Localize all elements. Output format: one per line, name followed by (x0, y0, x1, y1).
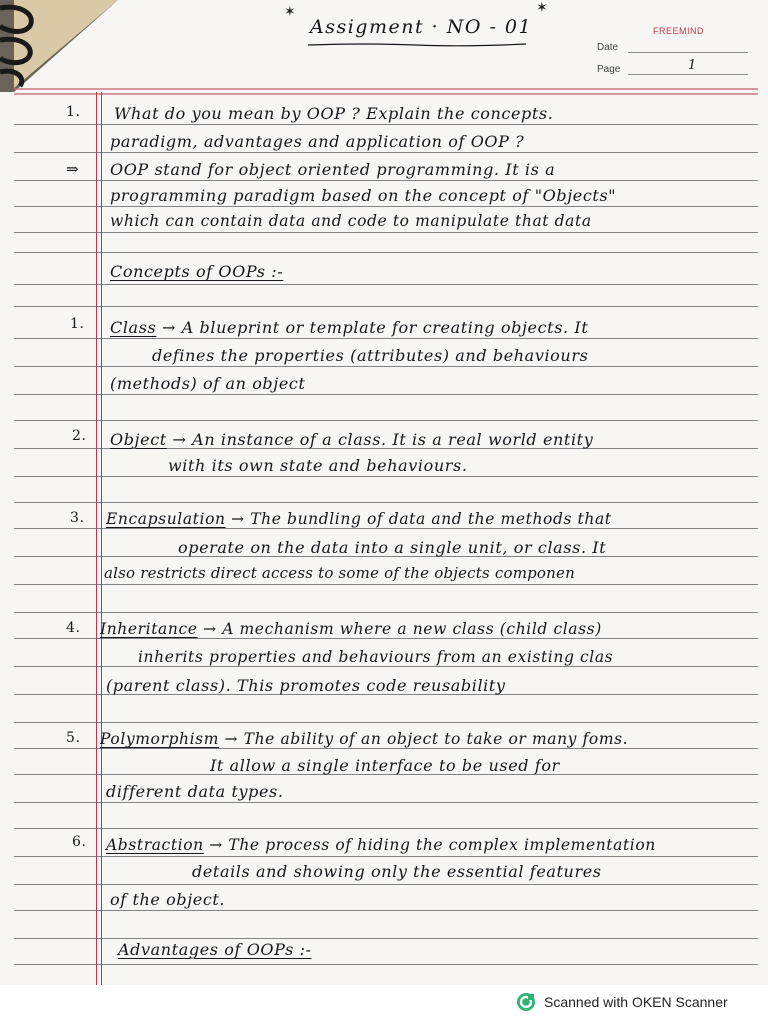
concept-line: inherits properties and behaviours from an existing clas (138, 648, 614, 666)
concept-number: 3. (70, 510, 85, 526)
answer-marker: ⇒ (66, 160, 80, 178)
date-label: Date (597, 42, 619, 53)
concept-abstraction (106, 836, 656, 854)
page-label: Page (597, 64, 621, 75)
concept-line: → A blueprint or template for creating objects. It (162, 318, 589, 337)
concept-line: with its own state and behaviours. (168, 456, 468, 475)
scanner-watermark (516, 990, 728, 1014)
concept-number: 5. (66, 730, 81, 746)
concepts-heading: Concepts of OOPs :- (110, 262, 284, 281)
star-icon: ✶ (284, 4, 296, 20)
spiral-binding-icon (0, 0, 118, 92)
concept-term: Inheritance (100, 620, 198, 638)
scanner-text: Scanned with OKEN Scanner (544, 994, 728, 1010)
concept-term: Class (110, 318, 157, 337)
concept-line: → A mechanism where a new class (child class) (203, 620, 602, 638)
concept-encapsulation (106, 510, 612, 528)
concept-line: details and showing only the essential features (192, 862, 602, 881)
concept-number: 4. (66, 620, 81, 636)
answer-line: which can contain data and code to manipulate that data (110, 212, 592, 230)
concept-line: → The process of hiding the complex implementation (209, 836, 656, 854)
concept-line: of the object. (110, 890, 226, 909)
concept-line: (methods) of an object (110, 374, 306, 393)
advantages-heading: Advantages of OOPs :- (118, 940, 312, 959)
concept-inheritance (100, 620, 602, 638)
concept-line: operate on the data into a single unit, or class. It (178, 538, 607, 557)
answer-line: OOP stand for object oriented programming. It is a (110, 160, 556, 179)
concept-line: different data types. (106, 782, 284, 801)
concept-object (110, 430, 593, 449)
brand-logo: FREEMIND (653, 26, 704, 36)
concept-polymorphism (100, 730, 628, 748)
question-line: What do you mean by OOP ? Explain the concepts. (114, 104, 554, 123)
concept-term: Encapsulation (106, 510, 226, 528)
concept-number: 1. (70, 316, 85, 332)
scanner-logo-icon (516, 992, 536, 1012)
concept-number: 2. (72, 428, 87, 444)
concept-term: Abstraction (106, 836, 204, 854)
concept-line: → The ability of an object to take or many foms. (224, 730, 629, 748)
concept-line: It allow a single interface to be used for (210, 756, 560, 775)
question-line: paradigm, advantages and application of OOP ? (110, 132, 525, 151)
answer-line: programming paradigm based on the concept of "Objects" (110, 186, 617, 205)
concept-line: (parent class). This promotes code reusability (106, 676, 506, 695)
star-icon: ✶ (536, 0, 548, 16)
concept-line: → An instance of a class. It is a real world entity (172, 430, 594, 449)
title-underline (306, 42, 528, 48)
concept-term: Polymorphism (100, 730, 219, 748)
concept-line: defines the properties (attributes) and behaviours (152, 346, 589, 365)
concept-number: 6. (72, 834, 87, 850)
concept-term: Object (110, 430, 167, 449)
page-title: Assigment · NO - 01 (310, 16, 533, 38)
concept-line: → The bundling of data and the methods that (231, 510, 612, 528)
page-number: 1 (688, 58, 697, 73)
question-number: 1. (66, 104, 81, 120)
concept-class (110, 318, 588, 337)
concept-line: also restricts direct access to some of the objects componen (104, 564, 575, 582)
